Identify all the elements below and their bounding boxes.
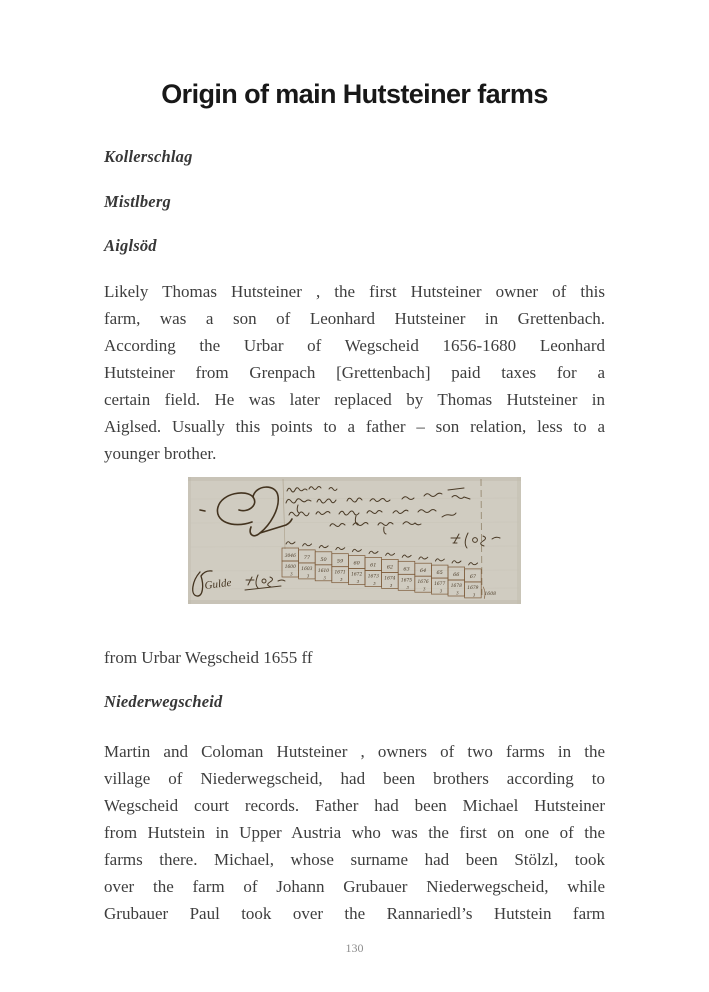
svg-text:1672: 1672 (351, 572, 363, 578)
figure-caption: from Urbar Wegscheid 1655 ff (104, 648, 313, 667)
text-line: Likely Thomas Hutsteiner , the first Hutsteiner owner of this (104, 282, 605, 301)
svg-text:63: 63 (403, 566, 410, 573)
svg-text:ʒ: ʒ (439, 587, 442, 593)
svg-text:1678: 1678 (450, 584, 462, 589)
page-number: 130 (345, 941, 364, 955)
svg-text:1603: 1603 (301, 566, 313, 572)
svg-text:1674: 1674 (384, 576, 396, 582)
text-line: certain field. He was later replaced by Thomas Hutsteiner in (104, 390, 605, 409)
svg-text:50: 50 (320, 556, 327, 563)
svg-text:60: 60 (353, 560, 360, 567)
page-title: Origin of main Hutsteiner farms (161, 79, 548, 109)
paragraph-aiglsoed (104, 278, 605, 467)
svg-text:61: 61 (370, 562, 377, 569)
svg-text:66: 66 (453, 572, 460, 578)
svg-text:1671: 1671 (334, 570, 346, 576)
svg-text:3046: 3046 (284, 554, 296, 559)
text-line: farms there. Michael, whose surname had been Stölzl, took (104, 850, 605, 869)
svg-text:ʒ: ʒ (406, 583, 409, 589)
text-line: younger brother. (104, 444, 217, 463)
svg-text:1677: 1677 (434, 582, 446, 588)
heading-niederwegscheid: Niederwegscheid (104, 692, 223, 711)
svg-text:ʒ: ʒ (323, 574, 326, 580)
svg-text:64: 64 (419, 568, 427, 575)
svg-text:65: 65 (436, 570, 443, 577)
svg-text:59: 59 (336, 558, 344, 565)
text-line: from Hutstein in Upper Austria who was the first on one of the (104, 823, 605, 842)
svg-text:1679: 1679 (467, 585, 479, 591)
paragraph-niederwegscheid (104, 738, 605, 927)
heading-aiglsoed: Aiglsöd (104, 236, 157, 255)
svg-text:ʒ: ʒ (390, 581, 393, 587)
heading-mistlberg: Mistlberg (104, 192, 171, 211)
svg-text:ʒ: ʒ (473, 591, 476, 597)
svg-text:1675: 1675 (400, 578, 413, 584)
text-line: Wegscheid court records. Father had been Michael Hutsteiner (104, 796, 605, 815)
text-line: According the Urbar of Wegscheid 1656-1680 Leonhard (104, 336, 605, 355)
manuscript-figure (188, 477, 521, 604)
svg-text:ʒ: ʒ (290, 570, 293, 576)
text-line: Aiglsed. Usually this points to a father – son relation, less to a (104, 417, 605, 436)
svg-text:ʒ: ʒ (423, 585, 426, 591)
svg-text:77: 77 (303, 554, 311, 561)
svg-text:ʒ: ʒ (356, 578, 359, 584)
svg-text:ʒ: ʒ (340, 576, 343, 582)
text-line: farm, was a son of Leonhard Hutsteiner in Grettenbach. (104, 309, 605, 328)
text-line: Hutsteiner from Grenpach [Grettenbach] paid taxes for a (104, 363, 605, 382)
text-line: Grubauer Paul took over the Rannariedl’s Hutstein farm (104, 904, 605, 923)
text-line: village of Niederwegscheid, had been brothers according to (104, 769, 605, 788)
svg-text:ʒ: ʒ (307, 572, 310, 578)
svg-text:1676: 1676 (417, 580, 429, 586)
text-line: over the farm of Johann Grubauer Niederwegscheid, while (104, 877, 605, 896)
svg-text:62: 62 (386, 564, 394, 571)
heading-kollerschlag: Kollerschlag (104, 147, 193, 166)
svg-text:1610: 1610 (317, 568, 330, 574)
text-line: Martin and Coloman Hutsteiner , owners of two farms in the (104, 742, 605, 761)
svg-text:ʒ: ʒ (373, 580, 376, 585)
manuscript-image (188, 477, 521, 604)
gulde-label: Gulde (203, 576, 233, 592)
svg-text:ʒ: ʒ (456, 589, 459, 595)
svg-text:67: 67 (469, 573, 477, 580)
svg-text:1608: 1608 (484, 591, 497, 597)
svg-text:1673: 1673 (367, 574, 379, 580)
svg-text:1600: 1600 (284, 565, 296, 570)
